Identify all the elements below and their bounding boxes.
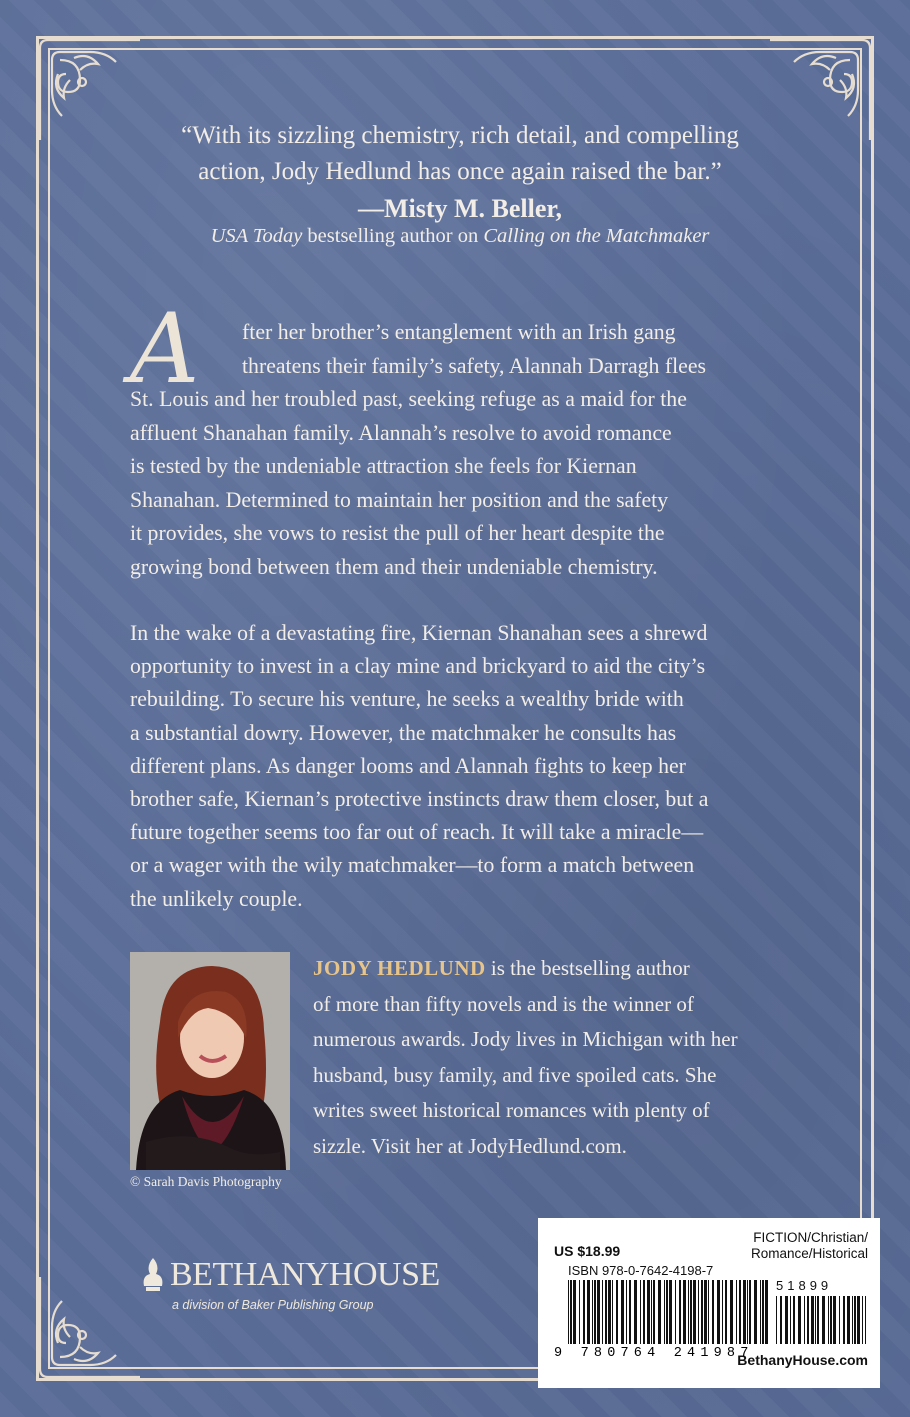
bio-line: writes sweet historical romances with plenty of <box>313 1098 710 1122</box>
bio-line: sizzle. Visit her at JodyHedlund.com. <box>313 1133 627 1158</box>
author-name: JODY HEDLUND <box>313 956 486 980</box>
synopsis-line: different plans. As danger looms and Alannah fights to keep her <box>130 753 686 778</box>
endorsement-credit <box>140 225 780 248</box>
corner-ornament-icon <box>30 1267 150 1387</box>
synopsis-paragraph-1 <box>130 316 790 584</box>
synopsis-line: threatens their family’s safety, Alannah Darragh flees <box>242 353 707 378</box>
credit-book-title: Calling on the Matchmaker <box>483 225 710 247</box>
lamp-icon <box>140 1256 166 1294</box>
synopsis-paragraph-2 <box>130 617 790 916</box>
endorsement-quote <box>140 118 780 190</box>
synopsis-line: fter her brother’s entanglement with an Irish gang <box>242 320 676 344</box>
price: US $18.99 <box>554 1243 621 1259</box>
synopsis-line: affluent Shanahan family. Alannah’s resolve to avoid romance <box>130 420 672 445</box>
bio-line: husband, busy family, and five spoiled cats. She <box>313 1062 717 1087</box>
synopsis-line: future together seems too far out of reach. It will take a miracle— <box>130 820 704 845</box>
publisher-website: BethanyHouse.com <box>737 1352 868 1368</box>
synopsis-line: brother safe, Kiernan’s protective instincts draw them closer, but a <box>130 787 709 812</box>
barcode-digits: 9 780764 241987 <box>554 1346 754 1361</box>
synopsis-line: the unlikely couple. <box>130 886 303 911</box>
publisher-name: BETHANYHOUSE <box>170 1256 440 1293</box>
quote-line: “With its sizzling chemistry, rich detail, and compelling <box>181 122 739 149</box>
corner-ornament-icon <box>30 30 150 150</box>
publisher-subtitle: a division of Baker Publishing Group <box>172 1298 374 1312</box>
isbn: ISBN 978-0-7642-4198-7 <box>568 1263 714 1278</box>
synopsis-line: Shanahan. Determined to maintain her position and the safety <box>130 487 669 512</box>
synopsis-line: In the wake of a devastating fire, Kiernan Shanahan sees a shrewd <box>130 621 708 645</box>
credit-text: bestselling author on <box>302 225 484 247</box>
endorsement-author: —Misty M. Beller, <box>357 194 563 223</box>
photo-credit: © Sarah Davis Photography <box>130 1174 282 1189</box>
synopsis-line: is tested by the undeniable attraction she feels for Kiernan <box>130 454 637 478</box>
drop-cap: A <box>130 293 200 405</box>
bio-text: is the bestselling author <box>485 956 690 980</box>
price-addon: 51899 <box>776 1278 833 1293</box>
bio-line: numerous awards. Jody lives in Michigan with her <box>313 1027 738 1051</box>
barcode-icon <box>568 1280 768 1344</box>
synopsis-line: St. Louis and her troubled past, seeking refuge as a maid for the <box>130 387 687 411</box>
quote-line: action, Jody Hedlund has once again raised the bar.” <box>198 158 722 185</box>
synopsis-line: or a wager with the wily matchmaker—to form a match between <box>130 853 695 878</box>
synopsis-line: a substantial dowry. However, the matchmaker he consults has <box>130 720 677 745</box>
bisac-category <box>751 1230 868 1262</box>
bio-line: of more than fifty novels and is the winner of <box>313 991 694 1016</box>
author-photo <box>130 952 290 1170</box>
credit-publication: USA Today <box>210 225 303 247</box>
bio-line <box>313 951 793 987</box>
barcode-panel <box>538 1218 880 1388</box>
synopsis-line: rebuilding. To secure his venture, he seeks a wealthy bride with <box>130 687 684 712</box>
category-line: FICTION/Christian/ <box>753 1230 868 1245</box>
synopsis-line: growing bond between them and their undeniable chemistry. <box>130 554 658 579</box>
category-line: Romance/Historical <box>750 1246 868 1261</box>
addon-barcode-icon <box>776 1296 866 1344</box>
synopsis-line: opportunity to invest in a clay mine and brickyard to aid the city’s <box>130 654 706 679</box>
author-bio <box>313 951 793 1164</box>
synopsis-line: it provides, she vows to resist the pull of her heart despite the <box>130 521 665 545</box>
